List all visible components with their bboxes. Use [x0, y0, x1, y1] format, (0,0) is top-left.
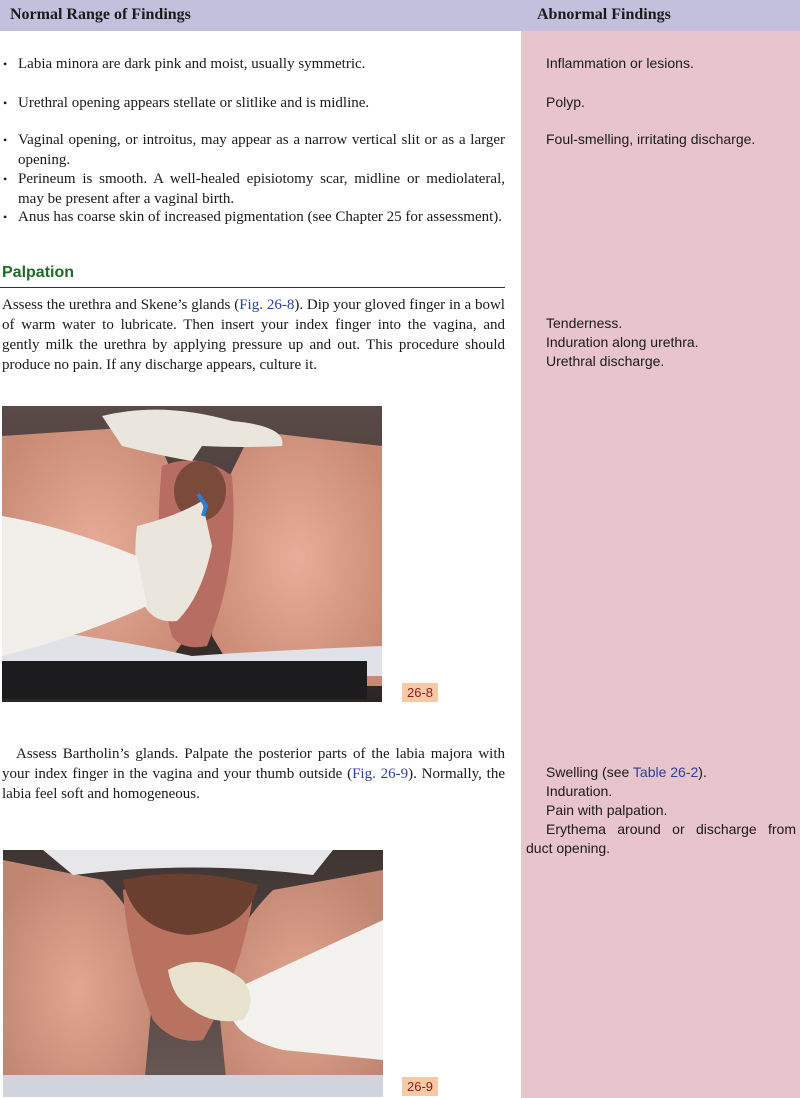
bullet-icon: •: [3, 57, 8, 71]
table-link[interactable]: Table 26-2: [632, 764, 699, 780]
exam-photo-image: [3, 850, 383, 1097]
bullet-icon: •: [3, 172, 8, 186]
abnormal-item: Induration along urethra.: [546, 334, 699, 350]
figure-label: 26-8: [402, 683, 438, 702]
abnormal-item: Erythema around or discharge from duct opening.: [526, 821, 796, 856]
bullet-icon: •: [3, 210, 8, 224]
abnormal-item: Urethral discharge.: [546, 353, 665, 369]
list-item: • Anus has coarse skin of increased pigmentation (see Chapter 25 for assessment).: [3, 209, 503, 225]
list-item: • Urethral opening appears stellate or slitlike and is midline.: [3, 95, 370, 111]
abnormal-findings-column: [521, 31, 800, 1098]
exam-photo-image: [2, 406, 382, 702]
list-item: • Vaginal opening, or introitus, may appear as a narrow vertical slit or as a larger opening.: [3, 132, 505, 168]
abnormal-item: Swelling (see Table 26-2).: [546, 764, 707, 780]
abnormal-item: Tenderness.: [546, 315, 623, 331]
section-title: Palpation: [2, 264, 75, 281]
figure-26-8-photo: [2, 406, 382, 702]
abnormal-findings-heading: Abnormal Findings: [537, 6, 671, 23]
figure-26-9-photo: [3, 850, 383, 1097]
table-header: [0, 0, 800, 31]
paragraph: Assess the urethra and Skene’s glands (Fig. 26-8). Dip your gloved finger in a bowl of warm water to lubricate. Then insert your index finger into the vagina, and gently milk the urethra by applying pressure up and out. This procedure should produce no pain. If any discharge appears, culture it.: [2, 297, 505, 373]
list-item: • Labia minora are dark pink and moist, usually symmetric.: [3, 56, 366, 72]
abnormal-item: Polyp.: [546, 94, 585, 110]
bullet-icon: •: [3, 96, 8, 110]
normal-findings-heading: Normal Range of Findings: [10, 6, 191, 23]
figure-label: 26-9: [402, 1077, 438, 1096]
bullet-icon: •: [3, 133, 8, 147]
abnormal-item: Foul-smelling, irritating discharge.: [546, 131, 756, 147]
list-item: • Perineum is smooth. A well-healed episiotomy scar, midline or mediolateral, may be present after a vaginal birth.: [3, 171, 505, 207]
figure-link[interactable]: Fig. 26-9: [352, 766, 409, 782]
section-divider: [0, 287, 505, 288]
abnormal-item: Induration.: [546, 783, 613, 799]
abnormal-item: Pain with palpation.: [546, 802, 668, 818]
paragraph: Assess Bartholin’s glands. Palpate the posterior parts of the labia majora with your index finger in the vagina and your thumb outside (Fig. 26-9). Normally, the labia feel soft and homogeneous.: [2, 746, 505, 802]
figure-link[interactable]: Fig. 26-8: [239, 297, 295, 313]
abnormal-item: Inflammation or lesions.: [546, 55, 694, 71]
